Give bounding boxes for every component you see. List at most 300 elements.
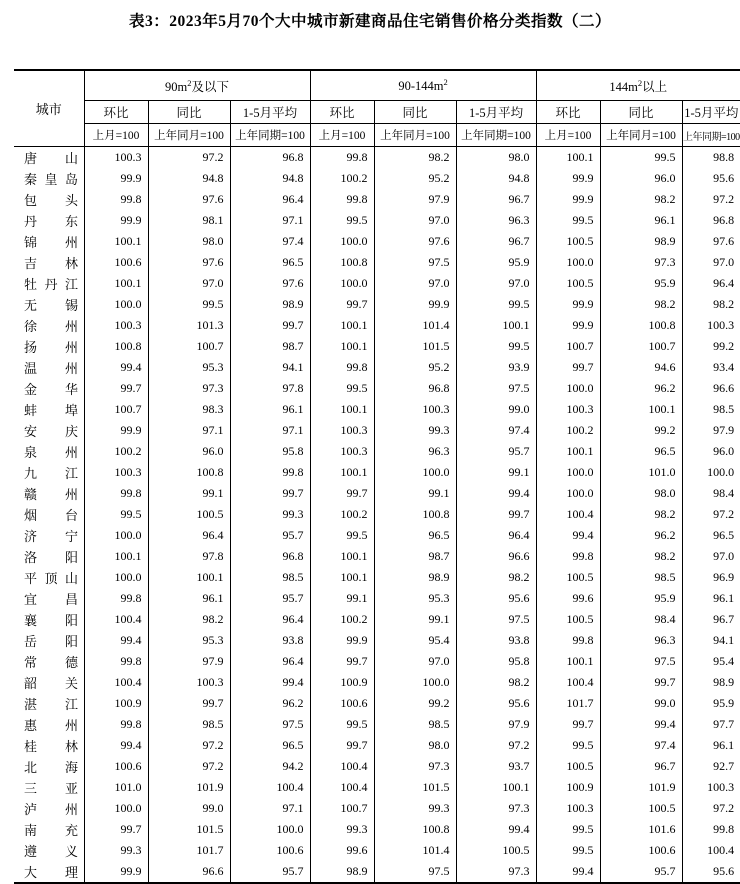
city-cell [14, 336, 84, 357]
index-value-cell: 99.2 [374, 693, 456, 714]
city-cell [14, 567, 84, 588]
index-value-cell: 100.1 [456, 777, 536, 798]
city-name-char: 州 [64, 487, 78, 502]
index-value-cell: 98.7 [374, 546, 456, 567]
index-value-cell: 97.5 [230, 714, 310, 735]
index-value-cell: 96.5 [600, 441, 682, 462]
basis-header-cell: 上月=100 [536, 124, 600, 147]
index-value-cell: 98.2 [148, 609, 230, 630]
index-value-cell: 95.3 [148, 357, 230, 378]
index-value-cell: 99.4 [230, 672, 310, 693]
index-value-cell: 100.2 [310, 609, 374, 630]
table-row [14, 777, 740, 798]
table-row [14, 189, 740, 210]
table-row [14, 756, 740, 777]
index-value-cell: 99.7 [84, 819, 148, 840]
city-name-char: 安 [24, 424, 38, 439]
table-row [14, 693, 740, 714]
index-value-cell: 98.0 [374, 735, 456, 756]
index-value-cell: 96.1 [600, 210, 682, 231]
index-value-cell: 99.9 [536, 315, 600, 336]
index-value-cell: 101.0 [84, 777, 148, 798]
index-value-cell: 96.5 [230, 735, 310, 756]
city-name [24, 274, 78, 293]
city-name-char: 大 [24, 865, 38, 880]
index-value-cell: 97.2 [148, 147, 230, 169]
city-name-char: 江 [64, 697, 78, 712]
index-value-cell: 92.7 [713, 759, 735, 773]
index-value-cell: 100.1 [536, 651, 600, 672]
index-value-cell: 95.3 [148, 630, 230, 651]
index-value-cell: 99.7 [230, 315, 310, 336]
city-cell [14, 588, 84, 609]
index-value-cell: 100.8 [600, 315, 682, 336]
index-value-cell: 100.0 [230, 819, 310, 840]
city-name [24, 757, 78, 776]
city-name-char: 宁 [64, 529, 78, 544]
index-value-cell: 98.2 [600, 504, 682, 525]
city-name-char: 丹 [44, 277, 58, 292]
city-name [24, 820, 78, 839]
index-value-cell: 99.8 [536, 546, 600, 567]
index-value-cell: 98.3 [148, 399, 230, 420]
index-value-cell: 100.2 [310, 168, 374, 189]
city-name-char: 阳 [64, 634, 78, 649]
index-value-cell: 97.8 [148, 546, 230, 567]
index-value-cell: 99.5 [456, 336, 536, 357]
index-value-cell: 100.7 [310, 798, 374, 819]
city-name-char: 皇 [44, 172, 58, 187]
index-value-cell: 99.7 [84, 378, 148, 399]
index-value-cell: 100.0 [374, 672, 456, 693]
index-value-cell: 100.6 [230, 840, 310, 861]
index-value-cell: 99.5 [536, 735, 600, 756]
index-value-cell: 96.2 [600, 525, 682, 546]
index-value-cell: 100.0 [536, 462, 600, 483]
city-name-char: 蚌 [24, 403, 38, 418]
index-value-cell: 96.7 [600, 756, 682, 777]
index-value-cell: 95.8 [230, 441, 310, 462]
index-value-cell: 97.5 [456, 609, 536, 630]
table-row [14, 336, 740, 357]
city-cell [14, 252, 84, 273]
index-value-cell: 99.5 [310, 525, 374, 546]
index-value-cell: 100.5 [536, 273, 600, 294]
index-value-cell: 97.1 [230, 798, 310, 819]
city-name [24, 694, 78, 713]
index-value-cell: 96.0 [713, 444, 735, 458]
city-name [24, 568, 78, 587]
index-value-cell: 100.8 [374, 819, 456, 840]
index-value-cell: 100.6 [310, 693, 374, 714]
city-cell [14, 441, 84, 462]
city-name [24, 232, 78, 251]
index-value-cell: 100.8 [374, 504, 456, 525]
index-value-cell: 97.5 [374, 252, 456, 273]
table-row [14, 714, 740, 735]
index-value-cell: 99.3 [230, 504, 310, 525]
index-value-cell: 99.5 [84, 504, 148, 525]
metric-header-cell: 1-5月平均 [682, 101, 740, 124]
index-value-cell: 99.4 [536, 861, 600, 883]
city-name-char: 林 [64, 739, 78, 754]
index-value-cell: 99.5 [536, 840, 600, 861]
index-value-cell: 98.1 [148, 210, 230, 231]
index-value-cell: 99.0 [148, 798, 230, 819]
city-cell [14, 630, 84, 651]
metric-header-cell: 环比 [536, 101, 600, 124]
index-value-cell: 95.7 [230, 525, 310, 546]
index-value-cell: 100.0 [536, 378, 600, 399]
table-row [14, 525, 740, 546]
index-value-cell: 98.2 [456, 672, 536, 693]
corner-header-cell: 城市 [14, 70, 84, 147]
index-value-cell: 100.0 [374, 462, 456, 483]
index-value-cell: 99.8 [230, 462, 310, 483]
index-value-cell: 99.9 [536, 189, 600, 210]
table-row [14, 735, 740, 756]
city-name-char: 南 [24, 823, 38, 838]
index-value-cell: 100.4 [310, 756, 374, 777]
index-value-cell: 94.8 [456, 168, 536, 189]
index-value-cell: 97.1 [230, 420, 310, 441]
index-value-cell: 99.5 [536, 210, 600, 231]
index-value-cell: 99.4 [84, 630, 148, 651]
group-label-rest: 及以下 [191, 79, 229, 94]
index-value-cell: 98.5 [230, 567, 310, 588]
index-value-cell: 98.9 [230, 294, 310, 315]
index-value-cell: 99.7 [310, 483, 374, 504]
city-name-char: 平 [24, 571, 38, 586]
city-name-char: 州 [64, 361, 78, 376]
index-value-cell: 100.3 [84, 462, 148, 483]
basis-header-cell: 上年同月=100 [374, 124, 456, 147]
table-row [14, 504, 740, 525]
table-row [14, 273, 740, 294]
table-row [14, 420, 740, 441]
index-value-cell: 98.7 [230, 336, 310, 357]
city-name-char: 州 [64, 319, 78, 334]
index-value-cell: 100.6 [600, 840, 682, 861]
index-value-cell: 100.1 [84, 546, 148, 567]
city-cell [14, 168, 84, 189]
city-name [24, 589, 78, 608]
city-name [24, 778, 78, 797]
city-name-char: 州 [64, 718, 78, 733]
index-value-cell: 99.8 [84, 189, 148, 210]
index-value-cell: 96.7 [713, 612, 735, 626]
index-value-cell: 101.5 [374, 777, 456, 798]
index-value-cell: 96.3 [600, 630, 682, 651]
index-value-cell: 100.3 [84, 315, 148, 336]
city-cell [14, 672, 84, 693]
index-value-cell: 99.7 [456, 504, 536, 525]
city-cell [14, 546, 84, 567]
index-value-cell: 97.0 [374, 273, 456, 294]
index-value-cell: 99.1 [148, 483, 230, 504]
index-value-cell: 100.3 [374, 399, 456, 420]
index-value-cell: 100.5 [600, 798, 682, 819]
table-row [14, 378, 740, 399]
index-value-cell: 100.4 [536, 504, 600, 525]
city-name-char: 州 [64, 340, 78, 355]
basis-header-cell: 上年同期=100 [230, 124, 310, 147]
city-cell [14, 147, 84, 169]
table-row [14, 630, 740, 651]
city-name-char: 锦 [24, 235, 38, 250]
group-label: 90m [165, 79, 188, 94]
index-value-cell: 96.3 [456, 210, 536, 231]
index-value-cell: 96.4 [230, 609, 310, 630]
index-value-cell: 97.0 [148, 273, 230, 294]
city-cell [14, 210, 84, 231]
index-value-cell: 96.4 [230, 651, 310, 672]
city-name [24, 841, 78, 860]
index-value-cell: 98.2 [374, 147, 456, 169]
index-value-cell: 98.0 [456, 147, 536, 169]
city-cell [14, 651, 84, 672]
index-value-cell: 94.1 [230, 357, 310, 378]
index-value-cell: 99.9 [84, 861, 148, 883]
city-name-char: 阳 [64, 613, 78, 628]
index-value-cell: 99.3 [310, 819, 374, 840]
city-name-char: 宜 [24, 592, 38, 607]
table-row [14, 567, 740, 588]
city-name-char: 埠 [64, 403, 78, 418]
index-value-cell: 100.4 [230, 777, 310, 798]
index-value-cell: 99.8 [84, 588, 148, 609]
index-value-cell: 101.5 [374, 336, 456, 357]
city-name-char: 遵 [24, 844, 38, 859]
table-row [14, 861, 740, 883]
index-value-cell: 97.3 [456, 861, 536, 883]
index-value-cell: 95.7 [456, 441, 536, 462]
index-value-cell: 96.5 [230, 252, 310, 273]
index-value-cell: 97.0 [713, 255, 735, 269]
superscript: 2 [637, 77, 643, 88]
index-value-cell: 99.8 [310, 189, 374, 210]
index-value-cell: 100.2 [84, 441, 148, 462]
index-value-cell: 100.3 [310, 420, 374, 441]
index-value-cell: 101.7 [536, 693, 600, 714]
index-value-cell: 97.0 [713, 549, 735, 563]
index-value-cell: 100.9 [310, 672, 374, 693]
city-name-char: 金 [24, 382, 38, 397]
city-name-char: 江 [64, 277, 78, 292]
index-value-cell: 100.4 [84, 609, 148, 630]
city-name-char: 华 [64, 382, 78, 397]
metric-header-cell: 环比 [84, 101, 148, 124]
index-value-cell: 100.3 [707, 780, 735, 794]
table-row [14, 231, 740, 252]
table-row [14, 147, 740, 169]
index-value-cell: 96.2 [600, 378, 682, 399]
city-name [24, 316, 78, 335]
index-value-cell: 93.8 [456, 630, 536, 651]
index-value-cell: 97.3 [148, 378, 230, 399]
basis-header-cell: 上月=100 [84, 124, 148, 147]
metric-header-cell: 1-5月平均 [230, 101, 310, 124]
city-name [24, 211, 78, 230]
city-name-char: 岳 [24, 634, 38, 649]
index-value-cell: 96.8 [230, 147, 310, 169]
index-value-cell: 95.6 [456, 588, 536, 609]
index-value-cell: 99.8 [310, 357, 374, 378]
index-value-cell: 99.4 [456, 819, 536, 840]
index-value-cell: 99.5 [600, 147, 682, 169]
city-cell [14, 231, 84, 252]
index-value-cell: 95.3 [374, 588, 456, 609]
index-value-cell: 101.4 [374, 840, 456, 861]
index-value-cell: 99.9 [536, 294, 600, 315]
city-name [24, 190, 78, 209]
index-value-cell: 100.9 [536, 777, 600, 798]
city-name-char: 襄 [24, 613, 38, 628]
index-value-cell: 97.9 [148, 651, 230, 672]
index-value-cell: 95.2 [374, 357, 456, 378]
city-cell [14, 525, 84, 546]
city-name-char: 亚 [64, 781, 78, 796]
basis-header-cell: 上年同期=100 [456, 124, 536, 147]
city-name-char: 吉 [24, 256, 38, 271]
index-value-cell: 95.9 [600, 588, 682, 609]
index-value-cell: 100.0 [536, 483, 600, 504]
index-value-cell: 99.7 [536, 357, 600, 378]
index-value-cell: 97.4 [456, 420, 536, 441]
index-value-cell: 100.1 [310, 546, 374, 567]
metric-header-cell: 1-5月平均 [456, 101, 536, 124]
city-name-char: 州 [64, 235, 78, 250]
metric-header-cell: 同比 [148, 101, 230, 124]
group-label: 90-144m [398, 79, 444, 94]
table-row [14, 462, 740, 483]
city-name-char: 理 [64, 865, 78, 880]
city-name-char: 三 [24, 781, 38, 796]
index-value-cell: 100.1 [600, 399, 682, 420]
index-value-cell: 100.1 [310, 336, 374, 357]
index-value-cell: 94.2 [230, 756, 310, 777]
basis-header-cell: 上月=100 [310, 124, 374, 147]
table-row [14, 252, 740, 273]
index-value-cell: 99.3 [374, 420, 456, 441]
metric-header-row [14, 101, 740, 124]
group-header-cell [84, 70, 310, 101]
index-value-cell: 97.4 [230, 231, 310, 252]
index-value-cell: 99.7 [230, 483, 310, 504]
city-name-char: 洛 [24, 550, 38, 565]
index-value-cell: 98.0 [148, 231, 230, 252]
index-value-cell: 100.5 [456, 840, 536, 861]
index-value-cell: 99.9 [374, 294, 456, 315]
index-value-cell: 95.9 [456, 252, 536, 273]
index-value-cell: 99.3 [374, 798, 456, 819]
city-name-char: 无 [24, 298, 38, 313]
city-name-char: 德 [64, 655, 78, 670]
index-value-cell: 99.5 [310, 714, 374, 735]
index-value-cell: 99.6 [310, 840, 374, 861]
city-name [24, 400, 78, 419]
index-value-cell: 99.7 [310, 735, 374, 756]
index-value-cell: 100.1 [310, 567, 374, 588]
table-row [14, 672, 740, 693]
index-value-cell: 95.2 [374, 168, 456, 189]
index-value-cell: 100.3 [536, 798, 600, 819]
table-row [14, 357, 740, 378]
index-value-cell: 93.7 [456, 756, 536, 777]
city-name-char: 湛 [24, 697, 38, 712]
index-value-cell: 98.9 [374, 567, 456, 588]
index-value-cell: 97.6 [713, 234, 735, 248]
city-name-char: 山 [64, 571, 78, 586]
basis-header-row [14, 124, 740, 147]
index-value-cell: 100.2 [536, 420, 600, 441]
index-value-cell: 99.6 [536, 588, 600, 609]
index-value-cell: 99.7 [310, 294, 374, 315]
city-name-char: 济 [24, 529, 38, 544]
index-value-cell: 100.3 [310, 441, 374, 462]
index-value-cell: 98.0 [600, 483, 682, 504]
city-name-char: 徐 [24, 319, 38, 334]
index-value-cell: 99.3 [84, 840, 148, 861]
index-value-cell: 94.8 [148, 168, 230, 189]
index-value-cell: 99.9 [84, 210, 148, 231]
table-row [14, 483, 740, 504]
index-value-cell: 101.4 [374, 315, 456, 336]
index-value-cell: 99.2 [600, 420, 682, 441]
index-value-cell: 96.4 [148, 525, 230, 546]
index-value-cell: 98.9 [310, 861, 374, 883]
city-name-char: 秦 [24, 172, 38, 187]
index-value-cell: 100.4 [707, 843, 735, 857]
index-value-cell: 100.1 [310, 462, 374, 483]
city-name [24, 148, 78, 167]
index-value-cell: 99.9 [84, 420, 148, 441]
group-header-row [14, 70, 740, 101]
index-value-cell: 101.9 [600, 777, 682, 798]
index-value-cell: 100.5 [536, 567, 600, 588]
city-cell [14, 861, 84, 883]
table-row [14, 315, 740, 336]
city-name-char: 山 [64, 151, 78, 166]
city-name-char: 丹 [24, 214, 38, 229]
city-name [24, 652, 78, 671]
index-value-cell: 99.4 [84, 735, 148, 756]
index-value-cell: 100.1 [456, 315, 536, 336]
city-name-char: 头 [64, 193, 78, 208]
index-value-cell: 100.0 [84, 567, 148, 588]
index-value-cell: 97.5 [600, 651, 682, 672]
index-value-cell: 96.8 [374, 378, 456, 399]
city-name [24, 421, 78, 440]
index-value-cell: 99.4 [536, 525, 600, 546]
index-value-cell: 98.9 [600, 231, 682, 252]
index-value-cell: 99.0 [456, 399, 536, 420]
index-value-cell: 96.8 [713, 213, 735, 227]
index-value-cell: 99.9 [536, 168, 600, 189]
index-value-cell: 99.7 [310, 651, 374, 672]
page-title: 表3：2023年5月70个大中城市新建商品住宅销售价格分类指数（二） [128, 13, 611, 30]
index-value-cell: 95.9 [713, 696, 735, 710]
index-value-cell: 101.0 [600, 462, 682, 483]
index-value-cell: 97.3 [374, 756, 456, 777]
city-name-char: 义 [64, 844, 78, 859]
index-value-cell: 97.0 [374, 651, 456, 672]
index-value-cell: 100.3 [707, 318, 735, 332]
index-value-cell: 97.1 [230, 210, 310, 231]
index-value-cell: 94.8 [230, 168, 310, 189]
index-value-cell: 100.0 [84, 798, 148, 819]
city-cell [14, 504, 84, 525]
